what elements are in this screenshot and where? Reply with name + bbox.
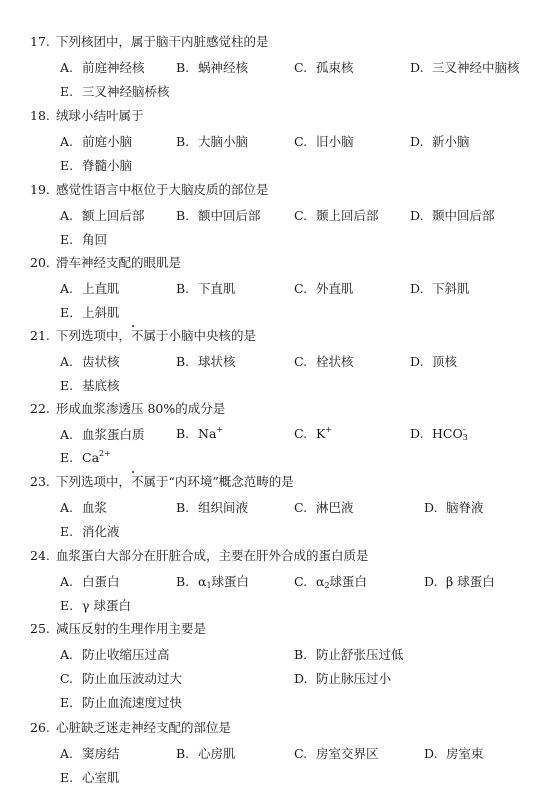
option-d: D. 房室束 <box>424 746 484 761</box>
question-text: 形成血浆渗透压 80%的成分是 <box>56 401 226 416</box>
option-d: D. 下斜肌 <box>410 281 470 296</box>
option-c: C. 外直肌 <box>294 281 354 296</box>
question-stem <box>30 619 206 637</box>
option-a: A. 窦房结 <box>60 746 120 761</box>
question-text: 血浆蛋白大部分在肝脏合成，主要在肝外合成的蛋白质是 <box>56 548 369 563</box>
question-text: 感觉性语言中枢位于大脑皮质的部位是 <box>56 182 269 197</box>
question-number: 17. <box>30 34 50 49</box>
option-c: C. 孤束核 <box>294 60 354 75</box>
question-number: 24. <box>30 548 50 563</box>
superscript: - <box>462 425 466 434</box>
option-b: B. Na+ <box>176 425 224 441</box>
option-e: E. 三叉神经脑桥核 <box>60 84 170 99</box>
question-text: 绒球小结叶属于 <box>56 108 144 123</box>
question-stem <box>30 253 181 271</box>
option-e: E. 心室肌 <box>60 770 120 785</box>
question-number: 22. <box>30 401 50 416</box>
option-b: B. 蜗神经核 <box>176 60 249 75</box>
option-a: A. 齿状核 <box>60 354 120 369</box>
option-c: C. 房室交界区 <box>294 746 379 761</box>
option-a: A. 上直肌 <box>60 281 120 296</box>
option-d: D. 新小脑 <box>410 134 470 149</box>
option-b: B. 心房肌 <box>176 746 236 761</box>
option-e: E. 防止血流速度过快 <box>60 695 183 710</box>
question-stem <box>30 718 231 736</box>
question-number: 25. <box>30 621 50 636</box>
option-a: A. 前庭小脑 <box>60 134 133 149</box>
option-b: B. 球状核 <box>176 354 236 369</box>
option-d: D. 三叉神经中脑核 <box>410 60 520 75</box>
option-e: E. 上斜肌 <box>60 305 120 320</box>
option-a: A. 血浆 <box>60 500 108 515</box>
option-b: B. 大脑小脑 <box>176 134 249 149</box>
option-d: D. 脑脊液 <box>424 500 484 515</box>
option-d: D. $HCO_3^-$ <box>410 425 468 442</box>
option-a: A. 额上回后部 <box>60 208 145 223</box>
option-e: E. 脊髓小脑 <box>60 158 133 173</box>
option-e: E. 消化液 <box>60 524 120 539</box>
option-c: C. 旧小脑 <box>294 134 354 149</box>
question-text: 下列核团中，属于脑干内脏感觉柱的是 <box>56 34 269 49</box>
option-e: E. $Ca^{2+}$ <box>60 449 111 465</box>
option-c: C. K+ <box>294 425 333 441</box>
question-number: 26. <box>30 720 50 735</box>
emphasis-dot-char: 不 <box>131 328 144 343</box>
question-stem <box>30 399 225 417</box>
question-text: 滑车神经支配的眼肌是 <box>56 255 182 270</box>
question-stem <box>30 106 144 124</box>
superscript: + <box>216 425 224 434</box>
question-stem <box>30 180 269 198</box>
option-b: B. 组织间液 <box>176 500 249 515</box>
question-stem <box>30 546 369 564</box>
subscript: 2 <box>324 581 330 590</box>
option-e: E. 角回 <box>60 232 108 247</box>
question-number: 21. <box>30 328 50 343</box>
option-a: A. 白蛋白 <box>60 574 120 589</box>
emphasis-dot-char: 不 <box>131 474 144 489</box>
option-c: C. 淋巴液 <box>294 500 354 515</box>
question-text-pre: 下列选项中， <box>56 328 132 343</box>
option-d: D. 顶核 <box>410 354 458 369</box>
option-b: B. $\alpha_1$球蛋白 <box>176 574 250 590</box>
question-number: 20. <box>30 255 50 270</box>
question-text: 心脏缺乏迷走神经支配的部位是 <box>56 720 232 735</box>
option-c: C. 颞上回后部 <box>294 208 379 223</box>
option-e: E. γ 球蛋白 <box>60 598 131 613</box>
question-text-pre: 下列选项中， <box>56 474 132 489</box>
superscript: 2+ <box>99 449 111 458</box>
option-a: A. 防止收缩压过高 <box>60 647 170 662</box>
subscript: 1 <box>206 581 212 590</box>
question-number: 23. <box>30 474 50 489</box>
superscript: + <box>325 425 333 434</box>
option-e: E. 基底核 <box>60 378 120 393</box>
question-number: 19. <box>30 182 50 197</box>
question-number: 18. <box>30 108 50 123</box>
option-b: B. 下直肌 <box>176 281 236 296</box>
option-b: B. 额中回后部 <box>176 208 261 223</box>
option-c: C. $\alpha_2$球蛋白 <box>294 574 368 590</box>
question-text: 减压反射的生理作用主要是 <box>56 621 207 636</box>
subscript: 3 <box>462 433 468 442</box>
question-text-post: 属于“内环境”概念范畴的是 <box>143 474 294 489</box>
option-a: A. 血浆蛋白质 <box>60 427 145 442</box>
option-c: C. 栓状核 <box>294 354 354 369</box>
option-d: D. 颞中回后部 <box>410 208 495 223</box>
option-d: D. 防止脉压过小 <box>294 671 392 686</box>
question-stem <box>30 472 294 490</box>
question-text-post: 属于小脑中央核的是 <box>143 328 257 343</box>
question-stem <box>30 326 256 344</box>
question-stem <box>30 32 269 50</box>
option-b: B. 防止舒张压过低 <box>294 647 404 662</box>
option-d: D. β 球蛋白 <box>424 574 495 589</box>
option-a: A. 前庭神经核 <box>60 60 145 75</box>
option-c: C. 防止血压波动过大 <box>60 671 183 686</box>
